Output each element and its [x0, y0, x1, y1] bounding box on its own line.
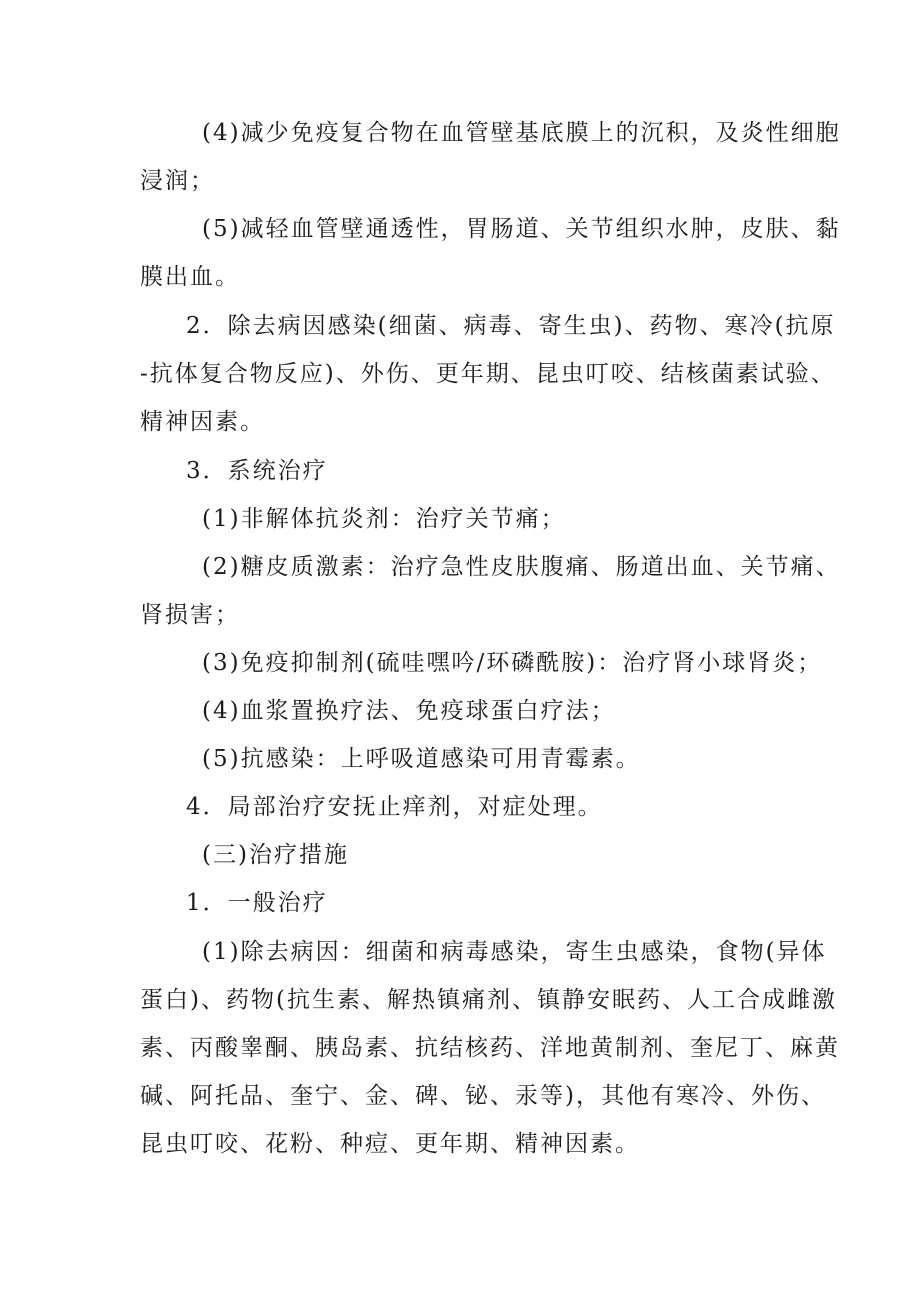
paragraph-line: -抗体复合物反应)、外伤、更年期、昆虫叮咬、结核菌素试验、: [140, 361, 836, 387]
paragraph-line: 蛋白)、药物(抗生素、解热镇痛剂、镇静安眠药、人工合成雌激: [140, 987, 837, 1013]
paragraph-line: 浸润；: [140, 168, 215, 194]
section-heading: 1．一般治疗: [186, 890, 328, 916]
paragraph-line: 素、丙酸睾酮、胰岛素、抗结核药、洋地黄制剂、奎尼丁、麻黄: [140, 1035, 840, 1061]
section-heading: (三)治疗措施: [202, 842, 349, 868]
paragraph-line: (3)免疫抑制剂(硫哇嘿吟/环磷酰胺)：治疗肾小球肾炎；: [202, 650, 823, 676]
paragraph-line: (2)糖皮质激素：治疗急性皮肤腹痛、肠道出血、关节痛、: [202, 554, 841, 580]
paragraph-line: 碱、阿托品、奎宁、金、碑、铋、汞等)，其他有寒冷、外伤、: [140, 1083, 826, 1109]
paragraph-line: (4)血浆置换疗法、免疫球蛋白疗法；: [202, 698, 616, 724]
paragraph-line: 精神因素。: [140, 409, 265, 435]
paragraph-line: (4)减少免疫复合物在血管壁基底膜上的沉积，及炎性细胞: [202, 120, 841, 146]
section-heading: 3．系统治疗: [186, 458, 328, 484]
paragraph-line: 膜出血。: [140, 264, 240, 290]
paragraph-line: (5)减轻血管壁通透性，胃肠道、关节组织水肿，皮肤、黏: [202, 216, 841, 242]
paragraph-line: 肾损害；: [140, 602, 240, 628]
paragraph-line: (1)非解体抗炎剂：治疗关节痛；: [202, 506, 566, 532]
paragraph-line: 昆虫叮咬、花粉、种痘、更年期、精神因素。: [140, 1131, 640, 1157]
paragraph-line: (5)抗感染：上呼吸道感染可用青霉素。: [202, 746, 641, 772]
paragraph-line: (1)除去病因：细菌和病毒感染，寄生虫感染，食物(异体: [202, 939, 827, 965]
paragraph-line: 4．局部治疗安抚止痒剂，对症处理。: [186, 794, 603, 820]
paragraph-line: 2．除去病因感染(细菌、病毒、寄生虫)、药物、寒冷(抗原: [186, 313, 836, 339]
